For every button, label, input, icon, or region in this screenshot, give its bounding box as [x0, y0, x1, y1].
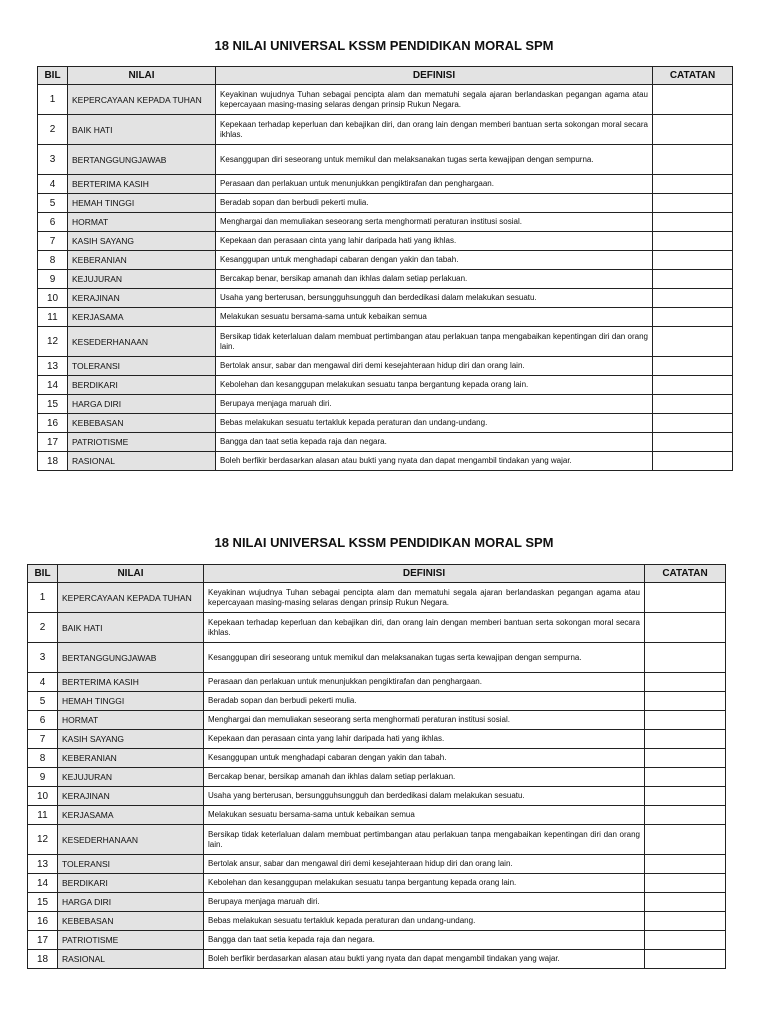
row-number: 2: [38, 115, 68, 145]
values-table: [27, 564, 726, 969]
row-definition: Kepekaan dan perasaan cinta yang lahir daripada hati yang ikhlas.: [216, 232, 653, 251]
header-definisi: DEFINISI: [216, 67, 653, 85]
row-value-name: BERTANGGUNGJAWAB: [68, 145, 216, 175]
row-notes-cell: [645, 613, 726, 643]
row-value-name: KEBEBASAN: [68, 414, 216, 433]
row-definition: Kepekaan terhadap keperluan dan kebajikan diri, dan orang lain dengan memberi bantuan serta sokongan moral secara ikhlas.: [204, 613, 645, 643]
table-row: [28, 749, 726, 768]
row-definition: Boleh berfikir berdasarkan alasan atau bukti yang nyata dan dapat mengambil tindakan yang wajar.: [204, 950, 645, 969]
row-value-name: KESEDERHANAAN: [58, 825, 204, 855]
row-number: 8: [28, 749, 58, 768]
row-number: 11: [38, 308, 68, 327]
row-notes-cell: [645, 673, 726, 692]
row-definition: Bertolak ansur, sabar dan mengawal diri demi kesejahteraan hidup diri dan orang lain.: [216, 357, 653, 376]
row-value-name: HORMAT: [68, 213, 216, 232]
table-row: [28, 931, 726, 950]
header-nilai: NILAI: [68, 67, 216, 85]
row-number: 16: [38, 414, 68, 433]
row-value-name: KEBERANIAN: [68, 251, 216, 270]
table-row: [28, 912, 726, 931]
row-value-name: KEBERANIAN: [58, 749, 204, 768]
row-definition: Usaha yang berterusan, bersungguhsungguh dan berdedikasi dalam melakukan sesuatu.: [216, 289, 653, 308]
row-value-name: BERDIKARI: [58, 874, 204, 893]
row-value-name: PATRIOTISME: [58, 931, 204, 950]
row-number: 18: [28, 950, 58, 969]
row-number: 7: [38, 232, 68, 251]
row-number: 5: [38, 194, 68, 213]
table-row: [28, 711, 726, 730]
row-value-name: KEJUJURAN: [68, 270, 216, 289]
table-row: [28, 855, 726, 874]
row-notes-cell: [645, 855, 726, 874]
row-definition: Kebolehan dan kesanggupan melakukan sesuatu tanpa bergantung kepada orang lain.: [216, 376, 653, 395]
header-bil: BIL: [28, 565, 58, 583]
row-number: 1: [28, 583, 58, 613]
row-number: 3: [28, 643, 58, 673]
row-number: 14: [28, 874, 58, 893]
row-definition: Kesanggupan untuk menghadapi cabaran dengan yakin dan tabah.: [216, 251, 653, 270]
row-notes-cell: [645, 893, 726, 912]
row-value-name: KERJASAMA: [58, 806, 204, 825]
row-value-name: KERAJINAN: [68, 289, 216, 308]
row-notes-cell: [645, 730, 726, 749]
table-row: [28, 583, 726, 613]
row-definition: Perasaan dan perlakuan untuk menunjukkan pengiktirafan dan penghargaan.: [216, 175, 653, 194]
row-number: 14: [38, 376, 68, 395]
row-number: 17: [38, 433, 68, 452]
row-value-name: HEMAH TINGGI: [58, 692, 204, 711]
row-definition: Kepekaan dan perasaan cinta yang lahir daripada hati yang ikhlas.: [204, 730, 645, 749]
table-row: [28, 950, 726, 969]
row-value-name: BAIK HATI: [58, 613, 204, 643]
row-number: 15: [28, 893, 58, 912]
row-definition: Berupaya menjaga maruah diri.: [204, 893, 645, 912]
row-value-name: BAIK HATI: [68, 115, 216, 145]
row-number: 13: [38, 357, 68, 376]
row-definition: Kebolehan dan kesanggupan melakukan sesuatu tanpa bergantung kepada orang lain.: [204, 874, 645, 893]
row-number: 9: [28, 768, 58, 787]
header-definisi: DEFINISI: [204, 565, 645, 583]
row-value-name: RASIONAL: [68, 452, 216, 471]
row-definition: Boleh berfikir berdasarkan alasan atau bukti yang nyata dan dapat mengambil tindakan yang wajar.: [216, 452, 653, 471]
row-notes-cell: [645, 711, 726, 730]
row-number: 18: [38, 452, 68, 471]
row-definition: Bertolak ansur, sabar dan mengawal diri demi kesejahteraan hidup diri dan orang lain.: [204, 855, 645, 874]
row-definition: Kesanggupan diri seseorang untuk memikul dan melaksanakan tugas serta kewajipan dengan sempurna.: [204, 643, 645, 673]
table-row: [28, 692, 726, 711]
row-notes-cell: [645, 806, 726, 825]
row-number: 12: [38, 327, 68, 357]
row-definition: Kesanggupan untuk menghadapi cabaran dengan yakin dan tabah.: [204, 749, 645, 768]
row-definition: Bebas melakukan sesuatu tertakluk kepada peraturan dan undang-undang.: [216, 414, 653, 433]
row-definition: Keyakinan wujudnya Tuhan sebagai pencipta alam dan mematuhi segala ajaran berlandaskan pegangan agama atau kepercayaan masing-masing selaras dengan prinsip Rukun Negara.: [204, 583, 645, 613]
row-value-name: KERAJINAN: [58, 787, 204, 806]
row-value-name: HARGA DIRI: [68, 395, 216, 414]
row-definition: Melakukan sesuatu bersama-sama untuk kebaikan semua: [204, 806, 645, 825]
row-number: 13: [28, 855, 58, 874]
row-definition: Bercakap benar, bersikap amanah dan ikhlas dalam setiap perlakuan.: [216, 270, 653, 289]
document-title: 18 NILAI UNIVERSAL KSSM PENDIDIKAN MORAL SPM: [214, 38, 554, 53]
row-notes-cell: [645, 874, 726, 893]
row-definition: Usaha yang berterusan, bersungguhsungguh dan berdedikasi dalam melakukan sesuatu.: [204, 787, 645, 806]
row-number: 6: [28, 711, 58, 730]
document-title: 18 NILAI UNIVERSAL KSSM PENDIDIKAN MORAL SPM: [214, 535, 554, 550]
row-number: 15: [38, 395, 68, 414]
table-row: [28, 893, 726, 912]
row-definition: Kesanggupan diri seseorang untuk memikul dan melaksanakan tugas serta kewajipan dengan sempurna.: [216, 145, 653, 175]
row-number: 2: [28, 613, 58, 643]
table-body: [28, 583, 726, 969]
row-definition: Bangga dan taat setia kepada raja dan negara.: [216, 433, 653, 452]
row-definition: Berupaya menjaga maruah diri.: [216, 395, 653, 414]
row-value-name: BERTANGGUNGJAWAB: [58, 643, 204, 673]
table-row: [28, 643, 726, 673]
row-definition: Bercakap benar, bersikap amanah dan ikhlas dalam setiap perlakuan.: [204, 768, 645, 787]
row-value-name: TOLERANSI: [68, 357, 216, 376]
row-definition: Bersikap tidak keterlaluan dalam membuat pertimbangan atau perlakuan tanpa mengabaikan kepentingan diri dan orang lain.: [216, 327, 653, 357]
row-value-name: KASIH SAYANG: [58, 730, 204, 749]
table-row: [28, 787, 726, 806]
row-definition: Menghargai dan memuliakan seseorang serta menghormati peraturan institusi sosial.: [216, 213, 653, 232]
row-value-name: PATRIOTISME: [68, 433, 216, 452]
row-number: 8: [38, 251, 68, 270]
header-catatan: CATATAN: [645, 565, 726, 583]
row-notes-cell: [645, 787, 726, 806]
row-definition: Bebas melakukan sesuatu tertakluk kepada peraturan dan undang-undang.: [204, 912, 645, 931]
row-notes-cell: [645, 931, 726, 950]
row-notes-cell: [645, 583, 726, 613]
row-value-name: KEJUJURAN: [58, 768, 204, 787]
row-number: 10: [38, 289, 68, 308]
row-number: 11: [28, 806, 58, 825]
row-value-name: RASIONAL: [58, 950, 204, 969]
row-definition: Beradab sopan dan berbudi pekerti mulia.: [216, 194, 653, 213]
row-value-name: HORMAT: [58, 711, 204, 730]
row-notes-cell: [645, 768, 726, 787]
row-definition: Keyakinan wujudnya Tuhan sebagai pencipta alam dan mematuhi segala ajaran berlandaskan pegangan agama atau kepercayaan masing-masing selaras dengan prinsip Rukun Negara.: [216, 85, 653, 115]
header-nilai: NILAI: [58, 565, 204, 583]
row-definition: Kepekaan terhadap keperluan dan kebajikan diri, dan orang lain dengan memberi bantuan serta sokongan moral secara ikhlas.: [216, 115, 653, 145]
row-definition: Bangga dan taat setia kepada raja dan negara.: [204, 931, 645, 950]
header-bil: BIL: [38, 67, 68, 85]
row-value-name: TOLERANSI: [58, 855, 204, 874]
row-value-name: BERTERIMA KASIH: [68, 175, 216, 194]
table-row: [28, 673, 726, 692]
row-number: 3: [38, 145, 68, 175]
row-number: 6: [38, 213, 68, 232]
row-value-name: BERTERIMA KASIH: [58, 673, 204, 692]
table-header-row: [28, 565, 726, 583]
row-value-name: KEPERCAYAAN KEPADA TUHAN: [68, 85, 216, 115]
row-value-name: KEBEBASAN: [58, 912, 204, 931]
row-number: 9: [38, 270, 68, 289]
row-number: 1: [38, 85, 68, 115]
table-row: [28, 874, 726, 893]
table-row: [28, 730, 726, 749]
row-definition: Beradab sopan dan berbudi pekerti mulia.: [204, 692, 645, 711]
table-row: [28, 825, 726, 855]
row-number: 12: [28, 825, 58, 855]
row-definition: Perasaan dan perlakuan untuk menunjukkan pengiktirafan dan penghargaan.: [204, 673, 645, 692]
row-notes-cell: [645, 643, 726, 673]
row-number: 4: [28, 673, 58, 692]
row-notes-cell: [645, 825, 726, 855]
row-number: 10: [28, 787, 58, 806]
row-number: 17: [28, 931, 58, 950]
table-row: [28, 768, 726, 787]
row-number: 7: [28, 730, 58, 749]
row-number: 4: [38, 175, 68, 194]
row-value-name: KESEDERHANAAN: [68, 327, 216, 357]
row-value-name: KEPERCAYAAN KEPADA TUHAN: [58, 583, 204, 613]
row-definition: Melakukan sesuatu bersama-sama untuk kebaikan semua: [216, 308, 653, 327]
row-number: 5: [28, 692, 58, 711]
row-value-name: HARGA DIRI: [58, 893, 204, 912]
row-value-name: KASIH SAYANG: [68, 232, 216, 251]
table-row: [28, 613, 726, 643]
row-value-name: BERDIKARI: [68, 376, 216, 395]
row-notes-cell: [645, 950, 726, 969]
row-value-name: KERJASAMA: [68, 308, 216, 327]
row-value-name: HEMAH TINGGI: [68, 194, 216, 213]
row-definition: Bersikap tidak keterlaluan dalam membuat pertimbangan atau perlakuan tanpa mengabaikan kepentingan diri dan orang lain.: [204, 825, 645, 855]
row-notes-cell: [645, 912, 726, 931]
header-catatan: CATATAN: [653, 67, 733, 85]
table-row: [28, 806, 726, 825]
row-notes-cell: [645, 749, 726, 768]
row-definition: Menghargai dan memuliakan seseorang serta menghormati peraturan institusi sosial.: [204, 711, 645, 730]
row-notes-cell: [645, 692, 726, 711]
row-number: 16: [28, 912, 58, 931]
